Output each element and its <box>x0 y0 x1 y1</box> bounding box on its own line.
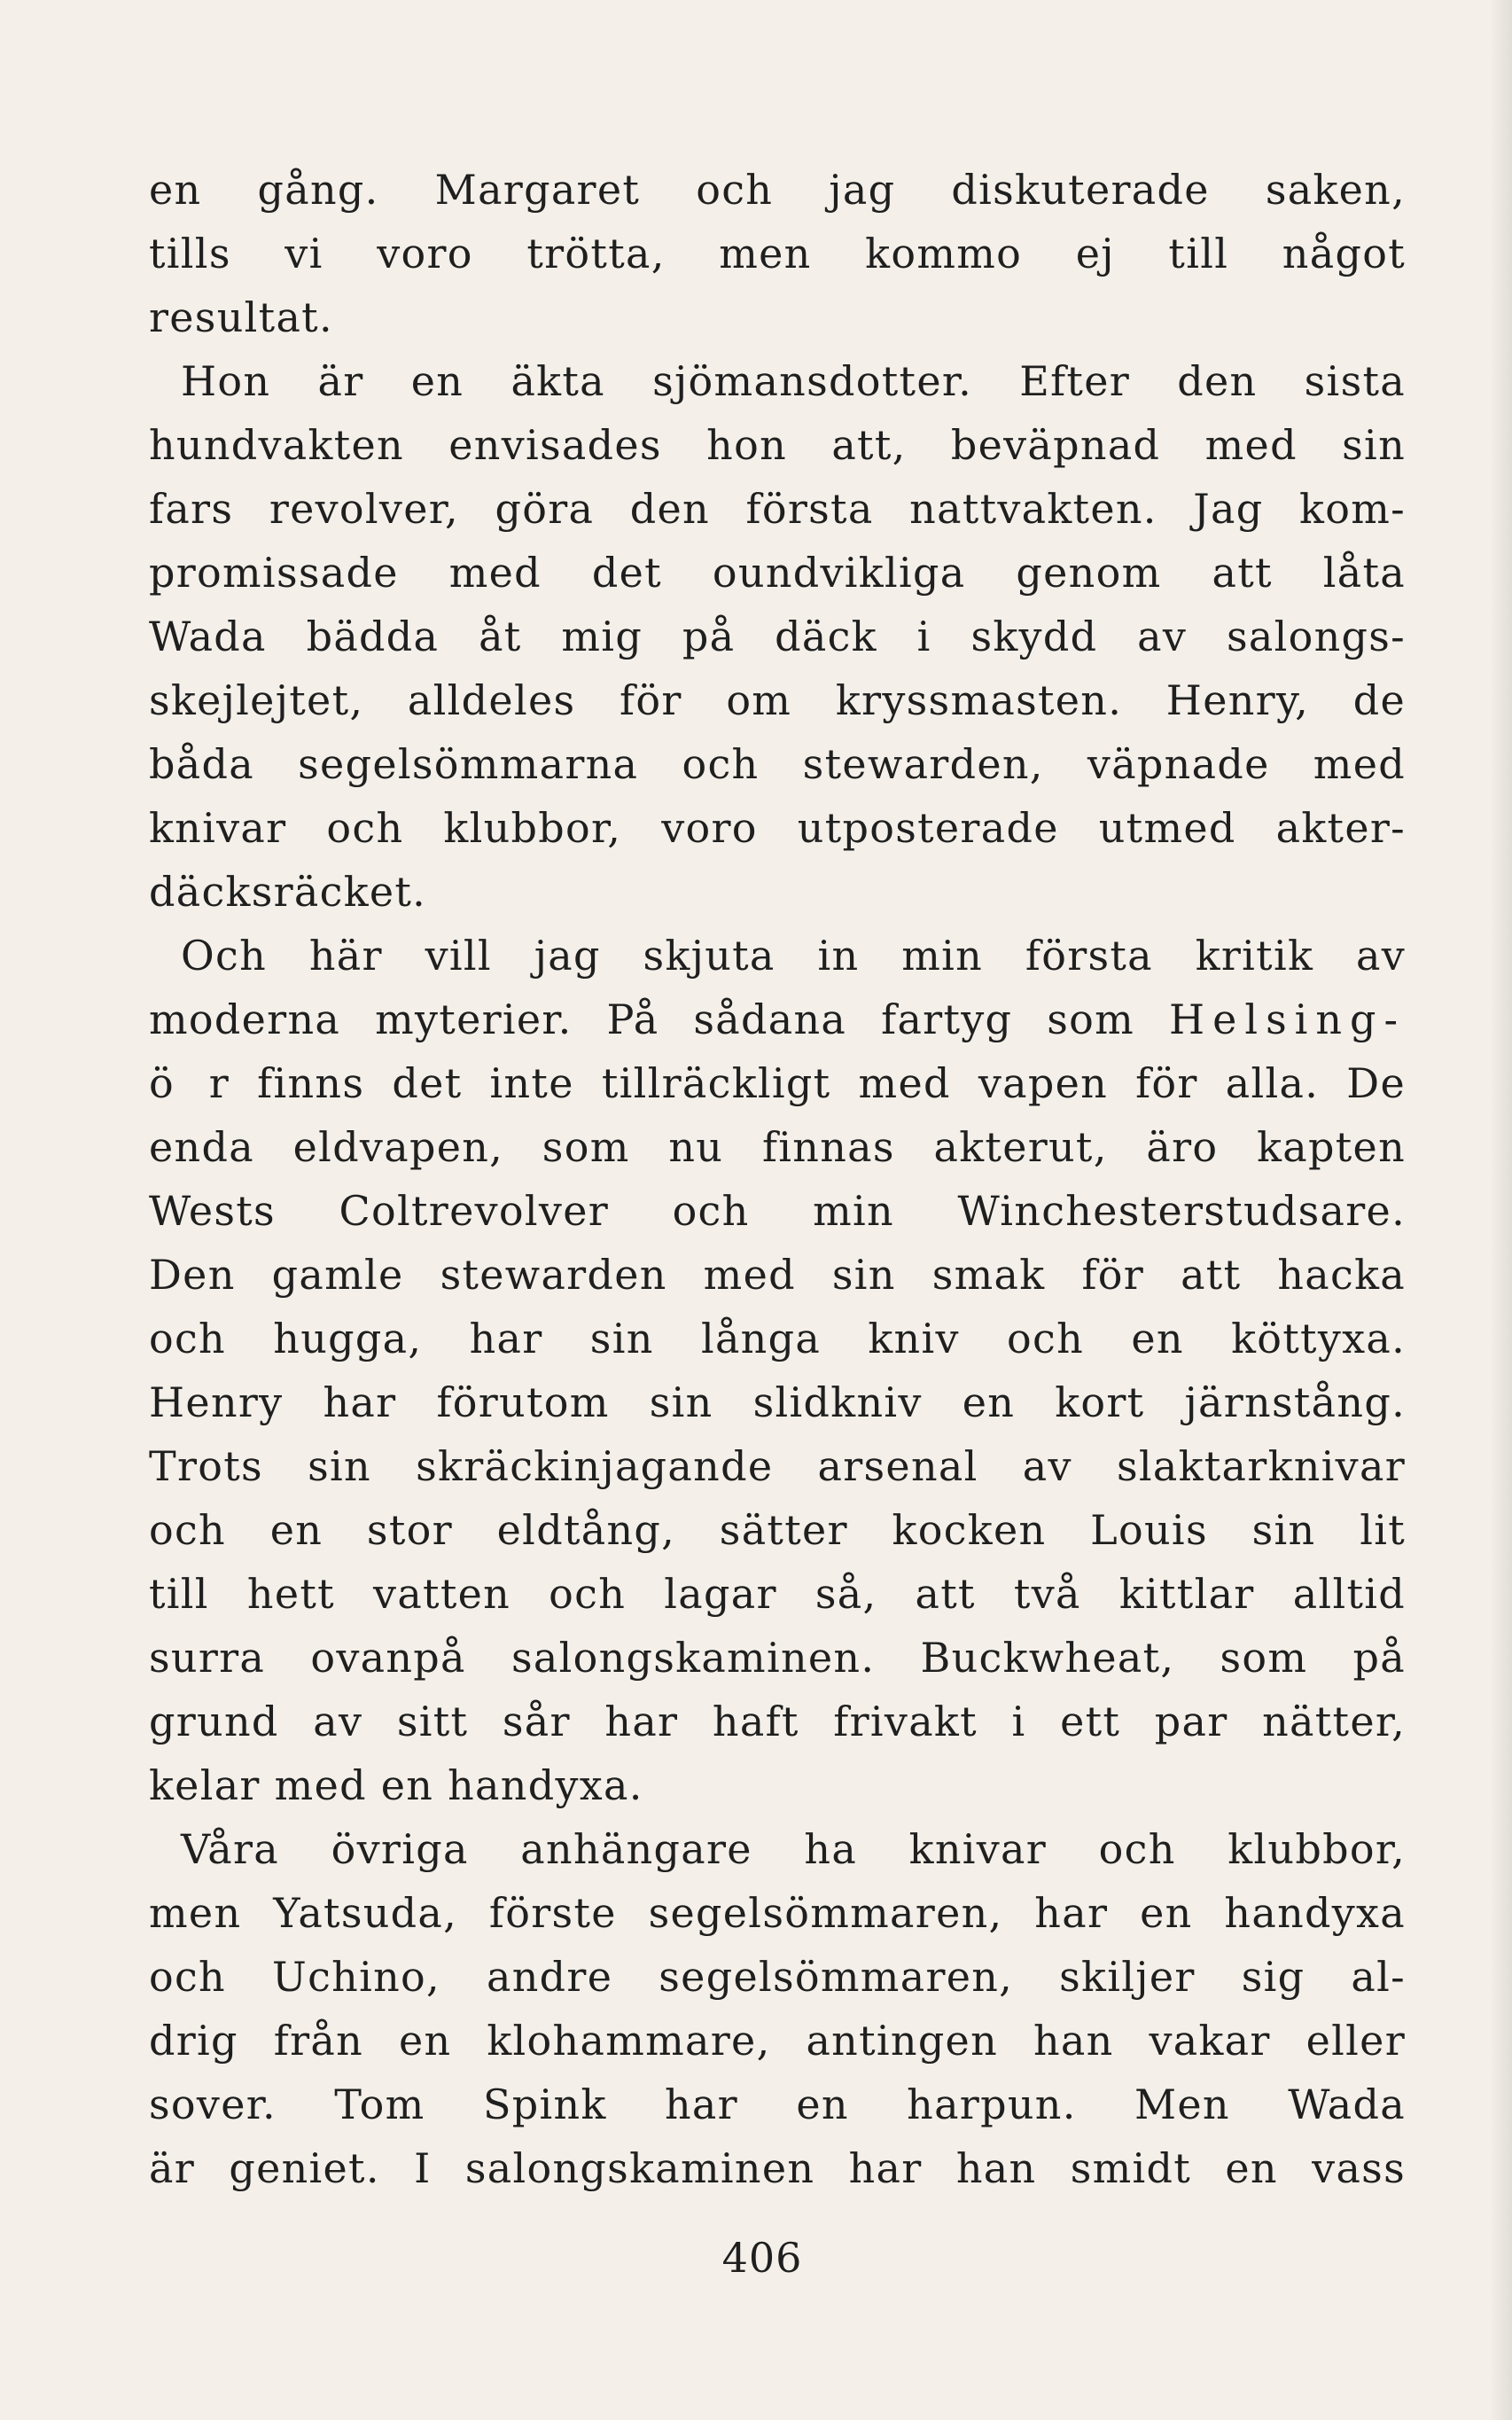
text-line: knivar och klubbor, voro utposterade utmed akter- <box>149 804 1406 852</box>
text-line: Wada bädda åt mig på däck i skydd av salongs- <box>149 613 1406 660</box>
text-line <box>149 1051 1406 1115</box>
text-line: Wests Coltrevolver och min Winchesterstudsare. <box>149 1187 1406 1235</box>
text-line: Henry har förutom sin slidkniv en kort järnstång. <box>149 1378 1406 1426</box>
text-line: men Yatsuda, förste segelsömmaren, har en handyxa <box>149 1889 1406 1937</box>
text-line: till hett vatten och lagar så, att två kittlar alltid <box>149 1570 1406 1618</box>
text-line: båda segelsömmarna och stewarden, väpnade med <box>149 740 1406 788</box>
text-line: skejlejtet, alldeles för om kryssmasten. Henry, de <box>149 676 1406 724</box>
text-line: Våra övriga anhängare ha knivar och klubbor, <box>181 1825 1406 1873</box>
page-edge-shadow <box>1489 0 1512 2420</box>
text-line: kelar med en handyxa. <box>149 1761 643 1809</box>
text-fragment: r finns det inte tillräckligt med vapen för alla. De <box>208 1059 1406 1107</box>
text-fragment: moderna myterier. På sådana fartyg som <box>149 995 1170 1043</box>
text-line: promissade med det oundvikliga genom att låta <box>149 549 1406 597</box>
text-line: är geniet. I salongskaminen har han smidt en vass <box>149 2144 1406 2192</box>
text-line: och Uchino, andre segelsömmaren, skiljer sig al- <box>149 1953 1406 2001</box>
text-line: hundvakten envisades hon att, beväpnad med sin <box>149 421 1406 469</box>
page-number: 406 <box>721 2234 803 2282</box>
text-line: drig från en klohammare, antingen han vakar eller <box>149 2017 1406 2065</box>
text-line: och hugga, har sin långa kniv och en köttyxa. <box>149 1315 1406 1362</box>
text-line: resultat. <box>149 293 333 341</box>
text-line: sover. Tom Spink har en harpun. Men Wada <box>149 2080 1406 2128</box>
text-line: fars revolver, göra den första nattvakten. Jag kom- <box>149 485 1406 533</box>
ship-name-spaced: ö <box>149 1059 182 1107</box>
text-line: och en stor eldtång, sätter kocken Louis sin lit <box>149 1506 1406 1554</box>
text-line: Hon är en äkta sjömansdotter. Efter den sista <box>181 357 1406 405</box>
body-text <box>149 158 1406 2200</box>
text-line: tills vi voro trötta, men kommo ej till något <box>149 230 1406 277</box>
text-line: en gång. Margaret och jag diskuterade saken, <box>149 166 1406 214</box>
ship-name-spaced: Helsing- <box>1169 995 1406 1043</box>
text-line: enda eldvapen, som nu finnas akterut, äro kapten <box>149 1123 1406 1171</box>
text-line: Och här vill jag skjuta in min första kritik av <box>181 932 1406 980</box>
text-line: Trots sin skräckinjagande arsenal av slaktarknivar <box>149 1442 1406 1490</box>
text-line: grund av sitt sår har haft frivakt i ett par nätter, <box>149 1698 1406 1745</box>
text-line: surra ovanpå salongskaminen. Buckwheat, som på <box>149 1634 1406 1682</box>
text-line: däcksräcket. <box>149 868 427 916</box>
text-line: Den gamle stewarden med sin smak för att hacka <box>149 1251 1406 1299</box>
text-line <box>149 988 1406 1051</box>
